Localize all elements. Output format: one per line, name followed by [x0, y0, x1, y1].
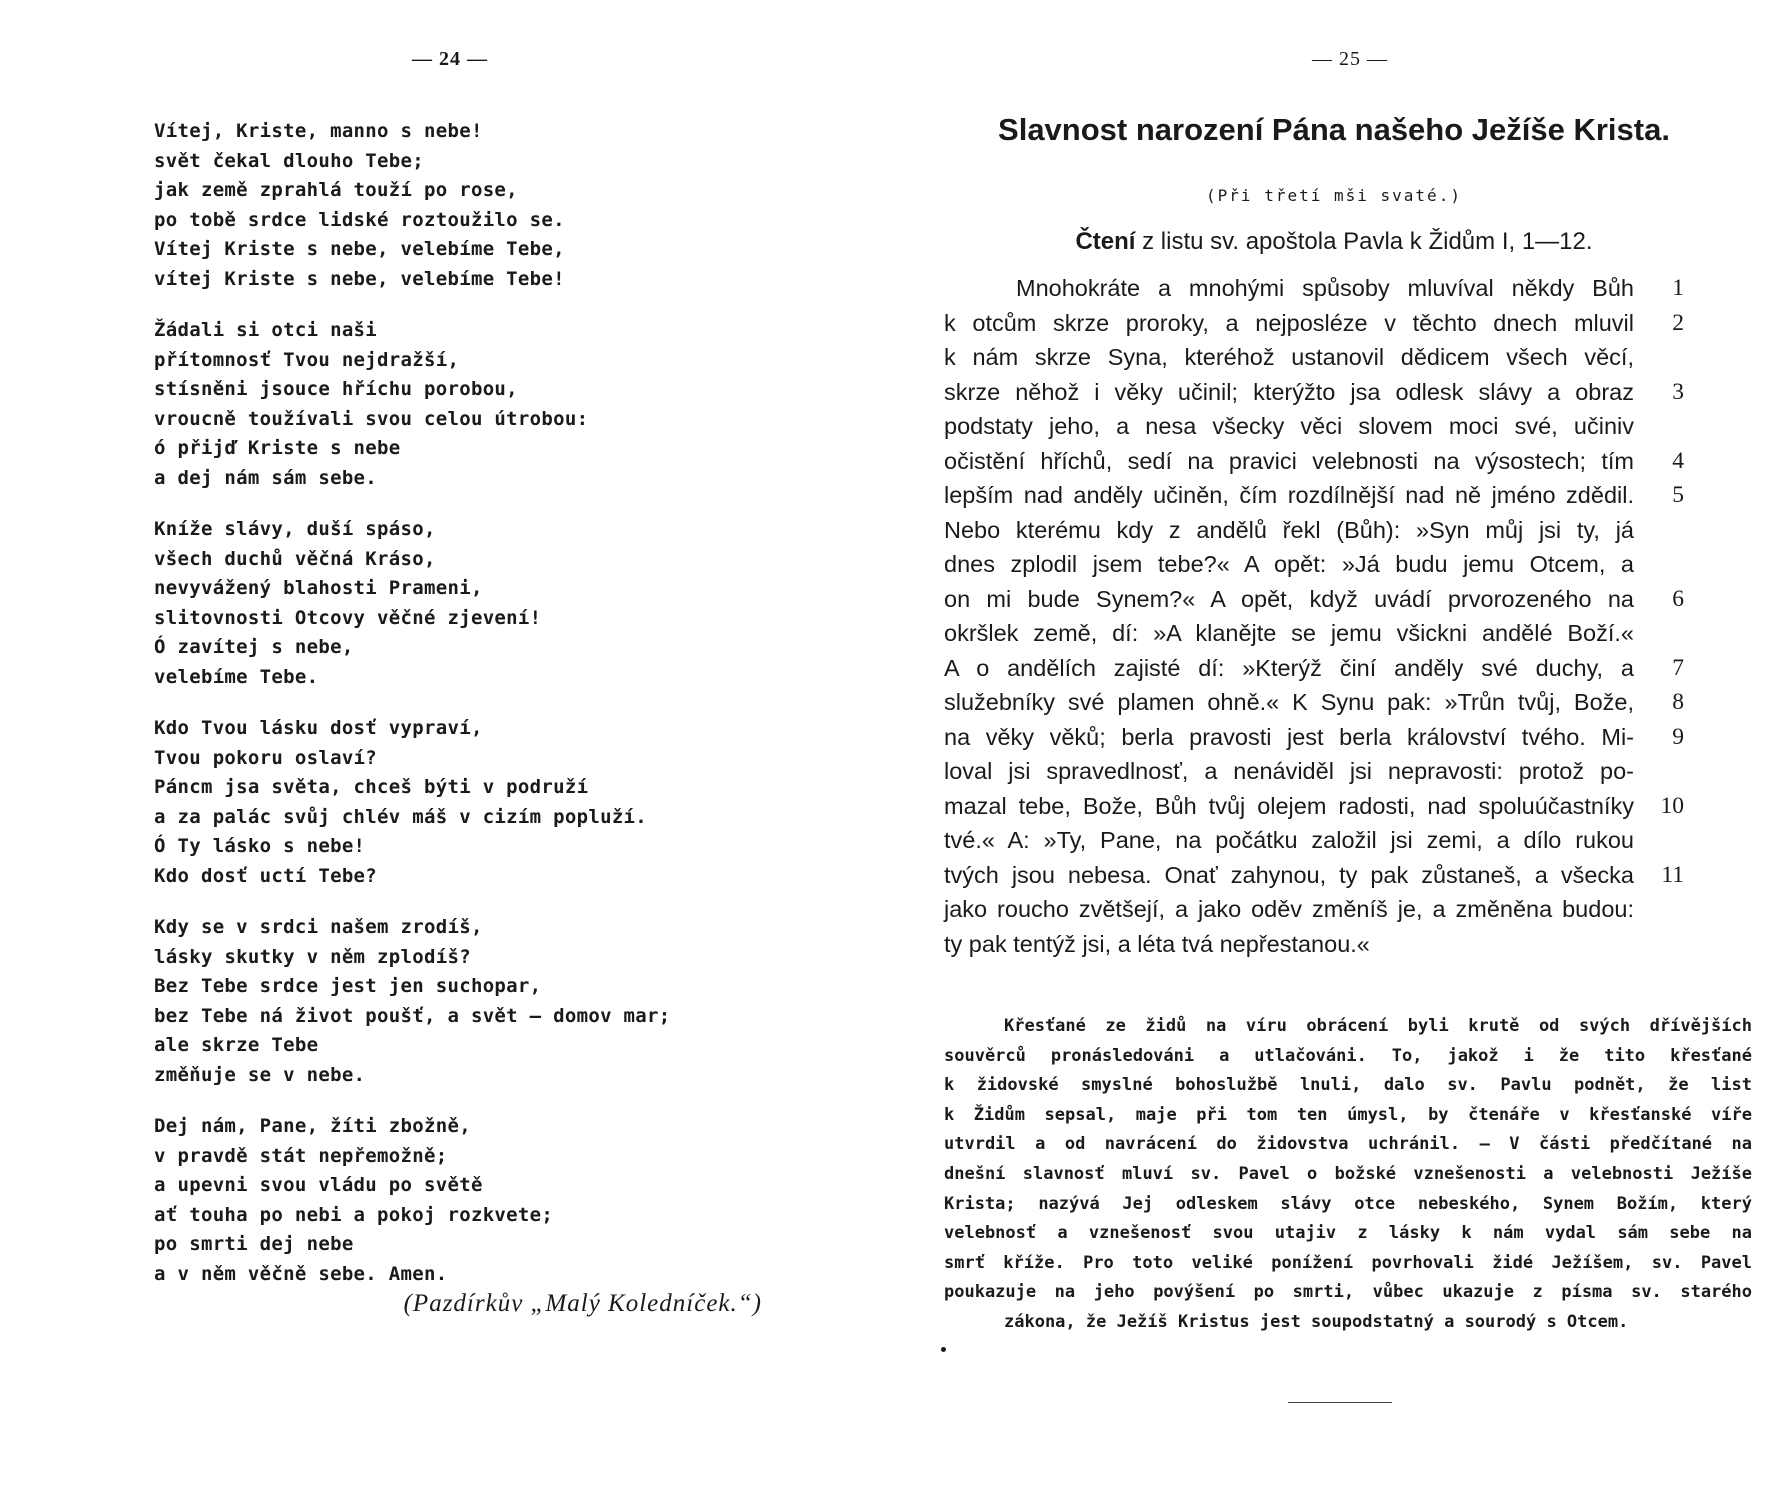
hymn-line: po tobě srdce lidské roztoužilo se.: [154, 208, 565, 231]
reading-line-text: A o andělích zajisté dí: »Kterýž činí anděly své duchy, a: [944, 654, 1634, 681]
hymn-line: Kdo Tvou lásku dosť vypraví,: [154, 717, 483, 739]
reading-line-text: okršlek země, dí: »A klanějte se jemu všickni andělé Boží.«: [944, 620, 1634, 646]
hymn-line: v pravdě stát nepřemožně;: [154, 1144, 448, 1167]
reading-line-text: dnes zplodil jsem tebe?« A opět: »Já budu jemu Otcem, a: [944, 551, 1634, 577]
hymn-stanza: [154, 714, 854, 891]
reading-heading-label: Čtení: [1075, 228, 1136, 255]
reading-line-text: on mi bude Synem?« A opět, když uvádí prvorozeného na: [944, 585, 1634, 612]
reading-line: [944, 616, 1684, 651]
verse-number: 4: [1672, 447, 1684, 474]
hymn-line: všech duchů věčná Kráso,: [154, 547, 436, 570]
reading-line: [944, 582, 1684, 617]
attribution: (Pazdírkův „Malý Koledníček.“): [403, 1290, 762, 1317]
commentary-line: souvěrců pronásledováni a utlačováni. To, jakož i že tito křesťané: [944, 1045, 1752, 1066]
reading-line-text: očistění hříchů, sedí na pravici velebnosti na výsostech; tím: [944, 447, 1634, 474]
page-number-right: — 25 —: [1312, 48, 1388, 70]
commentary-line: zákona, že Ježíš Kristus jest soupodstatný a sourodý s Otcem.: [1004, 1311, 1629, 1332]
hymn-stanza: [154, 1112, 854, 1289]
reading-line-text: k otcům skrze proroky, a nejposléze v těchto dnech mluvil: [944, 309, 1634, 336]
hymn-stanza: [154, 316, 854, 493]
reading-line: [944, 306, 1684, 341]
reading-heading-source: z listu sv. apoštola Pavla k Židům I, 1—12.: [1135, 228, 1593, 255]
hymn-line: lásky skutky v něm zplodíš?: [154, 945, 471, 968]
commentary-line: utvrdil a od navrácení do židovstva uchránil. — V části předčítané na: [944, 1134, 1752, 1155]
hymn-line: Kdy se v srdci našem zrodíš,: [154, 916, 483, 938]
reading-line: [944, 409, 1684, 444]
reading-line: [944, 513, 1684, 548]
commentary: [944, 1012, 1752, 1338]
hymn-line: Dej nám, Pane, žíti zbožně,: [154, 1115, 471, 1137]
verse-number: 3: [1672, 378, 1684, 405]
hymn-line: Páncm jsa světa, chceš býti v podruží: [154, 776, 589, 798]
hymn-line: změňuje se v nebe.: [154, 1063, 366, 1086]
hymn-line: vítej Kriste s nebe, velebíme Tebe!: [154, 267, 565, 290]
hymn-line: Vítej, Kriste, manno s nebe!: [154, 120, 483, 142]
hymn-line: po smrti dej nebe: [154, 1233, 354, 1255]
reading-line-text: skrze něhož i věky učinil; kterýžto jsa odlesk slávy a obraz: [944, 378, 1634, 405]
hymn-line: a dej nám sám sebe.: [154, 466, 378, 489]
commentary-line: Krista; nazývá Jej odleskem slávy otce nebeského, Synem Božím, který: [944, 1193, 1752, 1214]
reading-line-text: k nám skrze Syna, kteréhož ustanovil dědicem všech věcí,: [944, 344, 1634, 370]
reading-line-text: loval jsi spravedlnosť, a nenáviděl jsi nepravosti: protož po-: [944, 758, 1634, 784]
verse-number: 1: [1672, 275, 1684, 301]
reading-line: [944, 375, 1684, 410]
stray-dot: [941, 1347, 946, 1352]
reading-line: [944, 892, 1684, 927]
reading-line: [944, 478, 1684, 513]
verse-number: 8: [1672, 689, 1684, 715]
reading-line-text: na věky věků; berla pravosti jest berla království tvého. Mi-: [944, 723, 1634, 750]
hymn-line: ale skrze Tebe: [154, 1034, 319, 1056]
commentary-line: k Židům sepsal, maje při tom ten úmysl, by čtenáře v křesťanské víře: [944, 1104, 1752, 1125]
mass-subtitle: (Při třetí mši svaté.): [1206, 186, 1462, 205]
hymn-line: bez Tebe ná život poušť, a svět — domov mar;: [154, 1004, 671, 1027]
verse-number: 6: [1672, 585, 1684, 612]
reading-line: [944, 754, 1684, 789]
hymn-line: Kníže slávy, duší spáso,: [154, 518, 436, 540]
hymn-line: Ó zavítej s nebe,: [154, 636, 354, 658]
reading-line: [944, 547, 1684, 582]
hymn-line: Bez Tebe srdce jest jen suchopar,: [154, 975, 542, 997]
hymn-line: Kdo dosť uctí Tebe?: [154, 864, 378, 887]
verse-number: 2: [1672, 309, 1684, 336]
verse-number: 9: [1672, 723, 1684, 750]
reading-line: [944, 789, 1684, 824]
verse-number: 11: [1661, 861, 1684, 888]
reading-line-text: mazal tebe, Bože, Bůh tvůj olejem radosti, nad spoluúčastníky: [944, 792, 1634, 819]
hymn-line: velebíme Tebe.: [154, 665, 319, 688]
reading-line: [944, 927, 1684, 962]
hymn-line: a v něm věčně sebe. Amen.: [154, 1262, 448, 1285]
epistle-reading: [944, 271, 1684, 961]
reading-line-text: ty pak tentýž jsi, a léta tvá nepřestanou.«: [944, 930, 1370, 957]
verse-number: 5: [1672, 482, 1684, 508]
page-number-left: — 24 —: [412, 48, 488, 70]
commentary-line: velebnosť a vznešenosť svou utajiv z lásky k nám vydal sám sebe na: [944, 1223, 1752, 1244]
commentary-line: poukazuje na jeho povýšení po smrti, vůbec ukazuje z písma sv. starého: [944, 1282, 1752, 1303]
feast-title: Slavnost narození Pána našeho Ježíše Krista.: [998, 112, 1670, 147]
hymn-line: Vítej Kriste s nebe, velebíme Tebe,: [154, 238, 565, 260]
hymn-line: slitovnosti Otcovy věčné zjevení!: [154, 606, 542, 629]
reading-line-text: Nebo kterému kdy z andělů řekl (Bůh): »Syn můj jsi ty, já: [944, 516, 1634, 543]
hymn-line: Žádali si otci naši: [154, 319, 378, 341]
commentary-line: Křesťané ze židů na víru obrácení byli krutě od svých dřívějších: [1004, 1016, 1752, 1036]
end-rule: [1288, 1402, 1392, 1403]
reading-line: [944, 823, 1684, 858]
reading-heading: [994, 228, 1674, 256]
hymn-line: přítomnosť Tvou nejdražší,: [154, 348, 460, 371]
reading-line-text: jako roucho zvětšejí, a jako oděv změníš je, a změněna budou:: [944, 896, 1634, 922]
commentary-line: k židovské smyslné bohoslužbě lnuli, dalo sv. Pavlu podnět, že list: [944, 1075, 1752, 1096]
hymn-line: ó přijď Kriste s nebe: [154, 437, 401, 459]
commentary-line: smrť kříže. Pro toto veliké ponížení povrhovali židé Ježíšem, sv. Pavel: [944, 1252, 1752, 1273]
right-page: [896, 0, 1792, 1500]
hymn-line: ať touha po nebi a pokoj rozkvete;: [154, 1203, 554, 1226]
reading-line: [944, 340, 1684, 375]
reading-line: [944, 651, 1684, 686]
reading-line: [944, 444, 1684, 479]
hymn-line: nevyvážený blahosti Prameni,: [154, 577, 483, 599]
hymn-line: Ó Ty lásko s nebe!: [154, 835, 366, 857]
hymn-line: a upevni svou vládu po světě: [154, 1174, 483, 1196]
verse-number: 10: [1660, 792, 1684, 819]
hymn-line: svět čekal dlouho Tebe;: [154, 149, 424, 172]
reading-line-text: tvých jsou nebesa. Onať zahynou, ty pak zůstaneš, a všecka: [944, 861, 1634, 888]
reading-line: [944, 271, 1684, 306]
reading-line: [944, 858, 1684, 893]
reading-line-text: podstaty jeho, a nesa všecky věci slovem moci své, učiniv: [944, 413, 1634, 439]
reading-line: [944, 720, 1684, 755]
hymn-line: a za palác svůj chlév máš v cizím popluží.: [154, 805, 648, 828]
reading-line-text: tvé.« A: »Ty, Pane, na počátku založil jsi zemi, a dílo rukou: [944, 827, 1634, 853]
reading-line-text: služebníky své plamen ohně.« K Synu pak: »Trůn tvůj, Bože,: [944, 689, 1634, 715]
hymn-line: vroucně toužívali svou celou útrobou:: [154, 407, 589, 430]
hymn-stanza: [154, 117, 854, 294]
reading-line: [944, 685, 1684, 720]
hymn-line: Tvou pokoru oslaví?: [154, 746, 378, 769]
hymn-stanza: [154, 515, 854, 692]
reading-line-text: lepším nad anděly učiněn, čím rozdílnější nad ně jméno zdědil.: [944, 482, 1634, 508]
verse-number: 7: [1672, 654, 1684, 681]
hymn-line: jak země zprahlá touží po rose,: [154, 179, 518, 201]
hymn-line: stísněni jsouce hříchu porobou,: [154, 378, 518, 400]
hymn-stanza: [154, 913, 854, 1090]
hymn: [154, 117, 854, 1311]
commentary-line: dnešní slavnosť mluví sv. Pavel o božské vznešenosti a velebnosti Ježíše: [944, 1163, 1752, 1184]
reading-line-text: Mnohokráte a mnohými spůsoby mluvíval někdy Bůh: [1016, 275, 1634, 301]
